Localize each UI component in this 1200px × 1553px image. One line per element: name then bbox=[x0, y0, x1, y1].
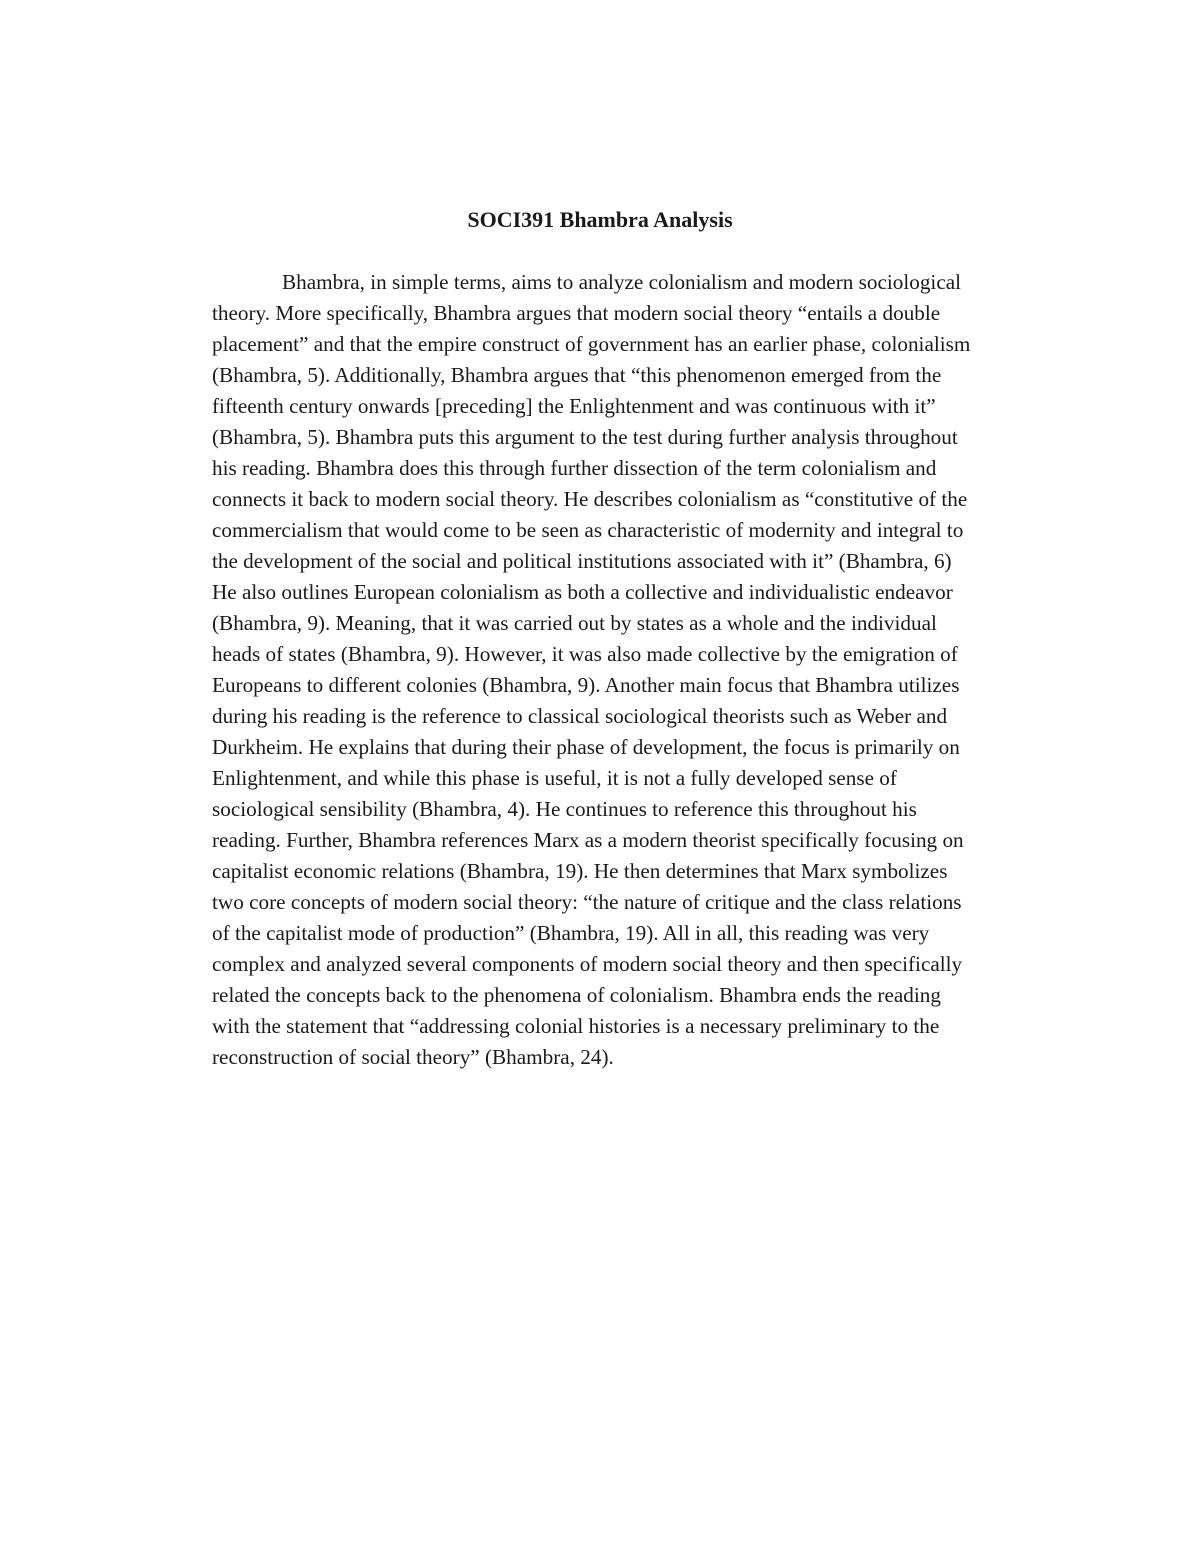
paragraph-line: with the statement that “addressing colonial histories is a necessary preliminary to the bbox=[212, 1014, 940, 1038]
paragraph-line: of the capitalist mode of production” (Bhambra, 19). All in all, this reading was very bbox=[212, 921, 930, 945]
paragraph-line: He also outlines European colonialism as both a collective and individualistic endeavor bbox=[212, 580, 953, 604]
paragraph-line: two core concepts of modern social theory: “the nature of critique and the class relations bbox=[212, 890, 962, 914]
paragraph-line: capitalist economic relations (Bhambra, 19). He then determines that Marx symbolizes bbox=[212, 859, 948, 883]
paragraph-line: related the concepts back to the phenomena of colonialism. Bhambra ends the reading bbox=[212, 983, 941, 1007]
paragraph-line: complex and analyzed several components of modern social theory and then specifically bbox=[212, 952, 963, 976]
paragraph-line: Durkheim. He explains that during their phase of development, the focus is primarily on bbox=[212, 735, 960, 759]
paragraph-line: his reading. Bhambra does this through further dissection of the term colonialism and bbox=[212, 456, 937, 480]
paragraph-line: sociological sensibility (Bhambra, 4). He continues to reference this throughout his bbox=[212, 797, 917, 821]
document-title: SOCI391 Bhambra Analysis bbox=[467, 207, 733, 232]
paragraph-line: commercialism that would come to be seen as characteristic of modernity and integral to bbox=[212, 518, 964, 542]
paragraph-line: placement” and that the empire construct of government has an earlier phase, colonialism bbox=[212, 332, 971, 356]
paragraph-line: reading. Further, Bhambra references Marx as a modern theorist specifically focusing on bbox=[212, 828, 964, 852]
paragraph-line: Bhambra, in simple terms, aims to analyze colonialism and modern sociological bbox=[282, 270, 962, 294]
paragraph-line: the development of the social and political institutions associated with it” (Bhambra, 6) bbox=[212, 549, 952, 573]
paragraph-line: (Bhambra, 5). Bhambra puts this argument to the test during further analysis throughout bbox=[212, 425, 958, 449]
paragraph-line: heads of states (Bhambra, 9). However, it was also made collective by the emigration of bbox=[212, 642, 958, 666]
paragraph-line: (Bhambra, 5). Additionally, Bhambra argues that “this phenomenon emerged from the bbox=[212, 363, 942, 387]
paragraph-line: connects it back to modern social theory. He describes colonialism as “constitutive of the bbox=[212, 487, 968, 511]
paragraph-line: fifteenth century onwards [preceding] the Enlightenment and was continuous with it” bbox=[212, 394, 936, 418]
paragraph-line: theory. More specifically, Bhambra argues that modern social theory “entails a double bbox=[212, 301, 941, 325]
body-paragraph bbox=[212, 267, 1058, 1073]
paragraph-line: Enlightenment, and while this phase is useful, it is not a fully developed sense of bbox=[212, 766, 897, 790]
paragraph-line: reconstruction of social theory” (Bhambra, 24). bbox=[212, 1045, 614, 1069]
paragraph-line: (Bhambra, 9). Meaning, that it was carried out by states as a whole and the individual bbox=[212, 611, 937, 635]
paragraph-line: Europeans to different colonies (Bhambra, 9). Another main focus that Bhambra utilizes bbox=[212, 673, 960, 697]
paragraph-line: during his reading is the reference to classical sociological theorists such as Weber and bbox=[212, 704, 948, 728]
